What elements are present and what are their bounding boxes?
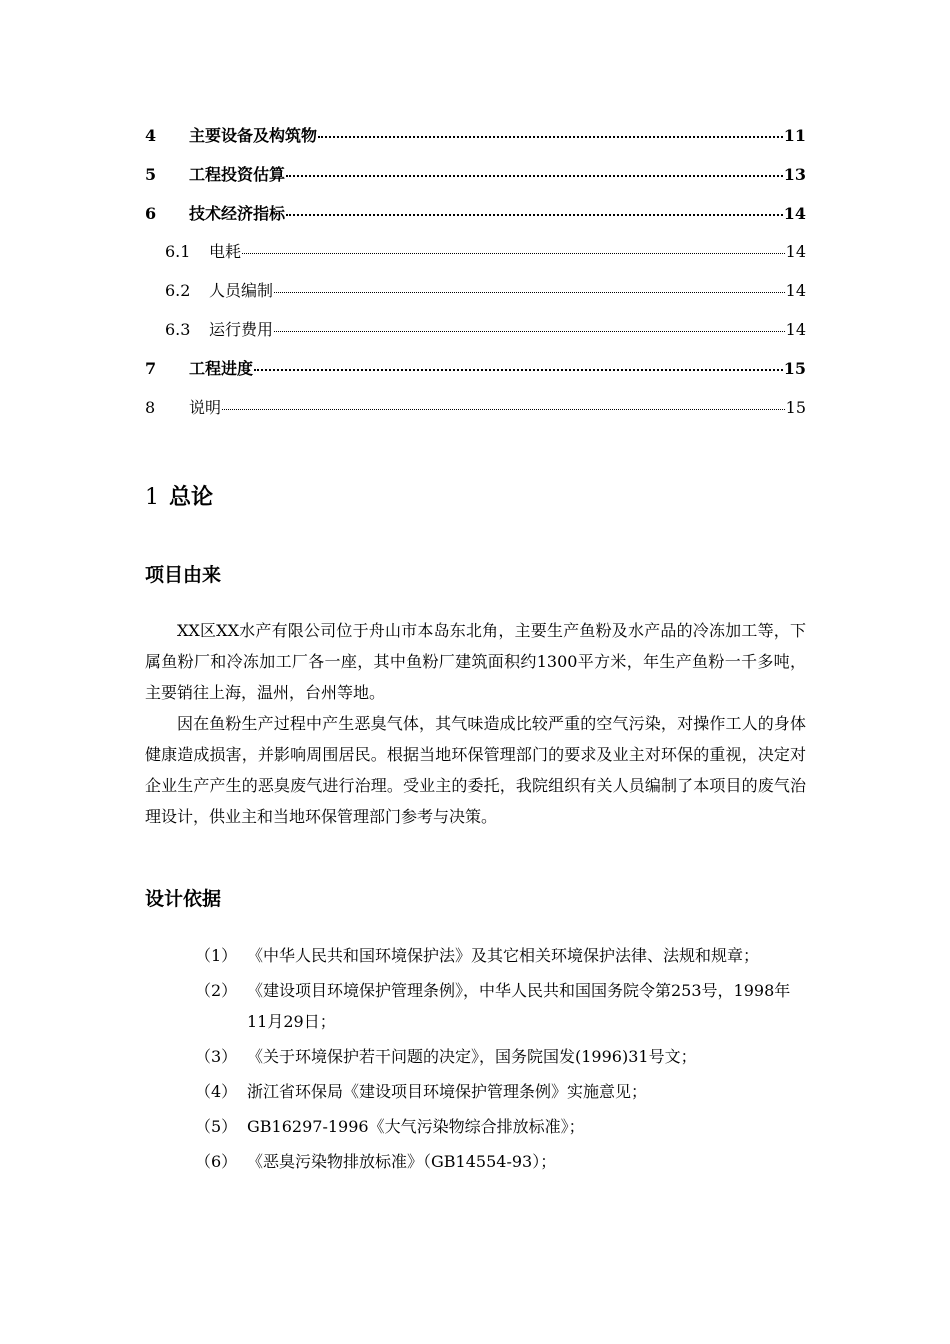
- toc-number: 5: [145, 164, 157, 184]
- toc-leader: [254, 369, 783, 371]
- list-item-text: GB16297-1996《大气污染物综合排放标准》；: [247, 1117, 585, 1136]
- toc-leader: [274, 292, 785, 293]
- toc-entry[interactable]: [145, 357, 806, 396]
- list-item-number: （6）: [195, 1152, 238, 1171]
- toc-number: 8: [145, 397, 156, 417]
- toc-entry[interactable]: [145, 279, 806, 318]
- toc-page: 11: [783, 126, 806, 145]
- section-number: 1: [145, 485, 159, 510]
- toc-title: 工程投资估算: [189, 164, 286, 184]
- list-item: [145, 1111, 806, 1142]
- toc-entry[interactable]: [145, 396, 806, 435]
- toc-leader: [286, 175, 783, 177]
- list-item-text: 《恶臭污染物排放标准》（GB14554-93）；: [247, 1152, 557, 1171]
- toc-number: 7: [145, 358, 157, 378]
- toc-page: 14: [785, 319, 806, 339]
- toc-entry[interactable]: [145, 163, 806, 202]
- reference-list: [145, 940, 806, 1181]
- toc-leader: [286, 214, 783, 216]
- toc-entry[interactable]: [145, 240, 806, 279]
- section-title: 总论: [169, 484, 214, 510]
- table-of-contents: [145, 124, 806, 434]
- list-item: [145, 1146, 806, 1177]
- toc-title: 主要设备及构筑物: [189, 126, 318, 145]
- list-item: [145, 940, 806, 971]
- toc-number: 6.1: [165, 242, 191, 262]
- list-item-number: （2）: [195, 981, 238, 1000]
- toc-title: 运行费用: [209, 319, 274, 339]
- toc-entry[interactable]: [145, 318, 806, 357]
- list-item: [145, 1076, 806, 1107]
- toc-leader: [242, 253, 785, 254]
- toc-title: 工程进度: [189, 358, 254, 378]
- toc-entry[interactable]: [145, 124, 806, 163]
- list-item-text: 《中华人民共和国环境保护法》及其它相关环境保护法律、法规和规章；: [247, 946, 760, 965]
- toc-page: 14: [785, 242, 806, 262]
- list-item: [145, 1041, 806, 1072]
- toc-page: 15: [783, 358, 806, 378]
- toc-leader: [318, 136, 783, 138]
- toc-leader: [274, 331, 785, 332]
- toc-page: 15: [785, 397, 806, 417]
- toc-page: 14: [785, 281, 806, 301]
- list-item-number: （1）: [195, 946, 238, 965]
- toc-page: 14: [783, 203, 806, 223]
- list-item-number: （4）: [195, 1082, 238, 1101]
- toc-title: 说明: [189, 397, 222, 417]
- paragraph: 因在鱼粉生产过程中产生恶臭气体，其气味造成比较严重的空气污染，对操作工人的身体健康造成损害，并影响周围居民。根据当地环保管理部门的要求及业主对环保的重视，决定对企业生产产生的恶臭废气进行治理。受业主的委托，我院组织有关人员编制了本项目的废气治理设计，供业主和当地环保管理部门参考与决策。: [145, 714, 806, 826]
- toc-number: 6.2: [165, 281, 191, 301]
- toc-number: 4: [145, 126, 157, 145]
- list-item-text: 浙江省环保局《建设项目环境保护管理条例》实施意见；: [247, 1082, 648, 1101]
- list-item-text: 《建设项目环境保护管理条例》，中华人民共和国国务院令第253号，1998年11月29日；: [247, 981, 791, 1031]
- toc-number: 6: [145, 203, 157, 223]
- toc-title: 电耗: [209, 242, 242, 262]
- subsection-heading-origin: 项目由来: [145, 564, 222, 586]
- list-item-text: 《关于环境保护若干问题的决定》，国务院国发(1996)31号文；: [247, 1047, 697, 1066]
- list-item-number: （3）: [195, 1047, 238, 1066]
- toc-leader: [222, 409, 785, 410]
- toc-entry[interactable]: [145, 202, 806, 241]
- toc-page: 13: [783, 164, 806, 184]
- subsection-heading-basis: 设计依据: [145, 888, 222, 910]
- paragraph: XX区XX水产有限公司位于舟山市本岛东北角，主要生产鱼粉及水产品的冷冻加工等，下属鱼粉厂和冷冻加工厂各一座，其中鱼粉厂建筑面积约1300平方米，年生产鱼粉一千多吨，主要销往上海，温州，台州等地。: [145, 621, 806, 702]
- toc-title: 技术经济指标: [189, 203, 286, 223]
- section-heading: [145, 480, 213, 511]
- list-item: [145, 975, 806, 1037]
- toc-number: 6.3: [165, 319, 191, 339]
- list-item-number: （5）: [195, 1117, 238, 1136]
- toc-title: 人员编制: [209, 281, 274, 301]
